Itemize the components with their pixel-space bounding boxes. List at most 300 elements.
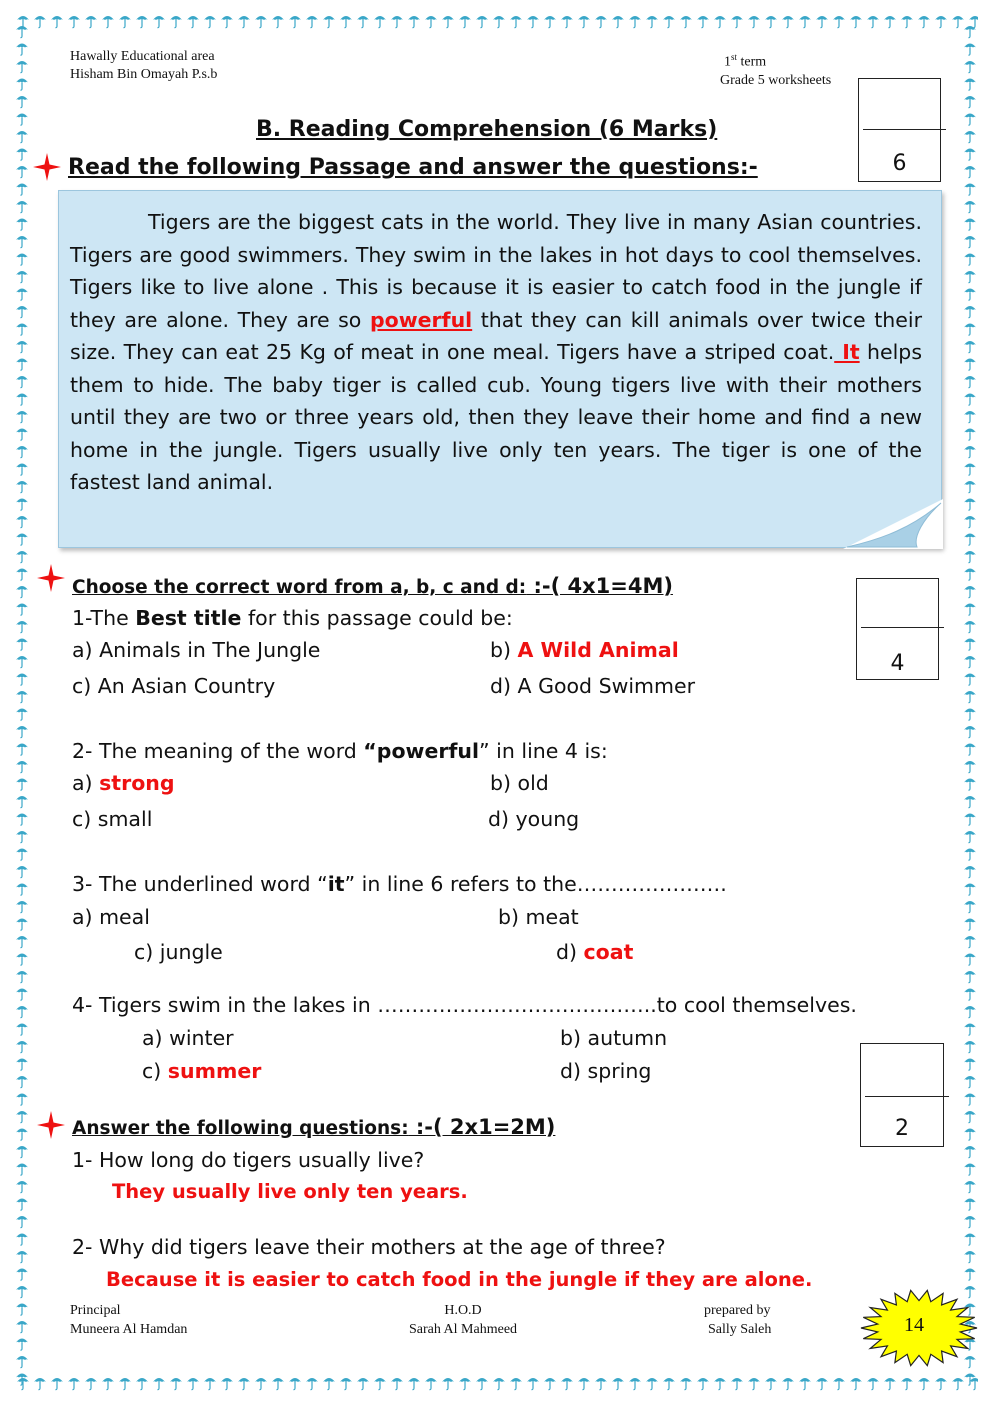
umbrella-icon [850,16,862,28]
umbrella-icon [102,1378,114,1390]
decorative-border-top [14,10,978,30]
umbrella-icon [16,446,28,458]
umbrella-icon [964,989,976,1001]
umbrella-icon [964,219,976,231]
umbrella-icon [646,16,658,28]
umbrella-icon [459,16,471,28]
instruction-heading: Read the following Passage and answer the questions:- [68,155,758,180]
umbrella-icon [85,1378,97,1390]
umbrella-icon [16,516,28,528]
open-answer-2: Because it is easier to catch food in the jungle if they are alone. [106,1268,813,1291]
umbrella-icon [16,1374,28,1386]
umbrella-icon [964,289,976,301]
principal-title: Principal [70,1303,121,1318]
mark-box-total-value: 6 [892,151,907,176]
umbrella-icon [731,16,743,28]
umbrella-icon [964,184,976,196]
umbrella-icon [964,1076,976,1088]
umbrella-icon [16,411,28,423]
umbrella-icon [595,16,607,28]
word-it: It [834,340,860,364]
principal-name: Muneera Al Hamdan [70,1322,188,1337]
umbrella-icon [16,709,28,721]
umbrella-icon [16,96,28,108]
umbrella-icon [16,936,28,948]
umbrella-icon [680,16,692,28]
umbrella-icon [221,1378,233,1390]
umbrella-icon [16,586,28,598]
umbrella-icon [391,16,403,28]
page-number: 14 [904,1314,924,1336]
prepared-by-title: prepared by [704,1303,771,1318]
umbrella-icon [306,16,318,28]
umbrella-icon [16,149,28,161]
umbrella-icon [16,761,28,773]
umbrella-icon [964,376,976,388]
q4-option-c: c) summer [142,1059,262,1083]
umbrella-icon [527,16,539,28]
umbrella-icon [964,481,976,493]
umbrella-icon [964,359,976,371]
umbrella-icon [964,61,976,73]
umbrella-icon [16,814,28,826]
umbrella-icon [408,1378,420,1390]
umbrella-icon [238,16,250,28]
q4-option-d: d) spring [560,1059,652,1083]
umbrella-icon [748,16,760,28]
umbrella-icon [964,1181,976,1193]
umbrella-icon [153,16,165,28]
umbrella-icon [782,1378,794,1390]
umbrella-icon [306,1378,318,1390]
umbrella-icon [714,1378,726,1390]
umbrella-icon [964,1129,976,1141]
umbrella-icon [964,1234,976,1246]
umbrella-icon [16,1339,28,1351]
umbrella-icon [964,604,976,616]
umbrella-icon [964,1251,976,1263]
umbrella-icon [964,411,976,423]
umbrella-icon [170,1378,182,1390]
umbrella-icon [16,796,28,808]
umbrella-icon [16,604,28,616]
q1-option-b: b) A Wild Animal [490,638,679,662]
umbrella-icon [238,1378,250,1390]
star-bullet-icon [36,563,66,593]
umbrella-icon [884,16,896,28]
umbrella-icon [964,814,976,826]
umbrella-icon [170,16,182,28]
umbrella-icon [697,1378,709,1390]
umbrella-icon [204,1378,216,1390]
umbrella-icon [34,1378,46,1390]
umbrella-icon [16,184,28,196]
umbrella-icon [964,954,976,966]
umbrella-icon [16,481,28,493]
umbrella-icon [964,796,976,808]
umbrella-icon [289,16,301,28]
mark-box-answer [860,1043,944,1147]
umbrella-icon [964,779,976,791]
umbrella-icon [16,166,28,178]
open-question-1: 1- How long do tigers usually live? [72,1148,425,1172]
umbrella-icon [884,1378,896,1390]
umbrella-icon [782,16,794,28]
umbrella-icon [16,1356,28,1368]
umbrella-icon [629,16,641,28]
umbrella-icon [544,1378,556,1390]
umbrella-icon [964,726,976,738]
umbrella-icon [51,1378,63,1390]
mark-box-total [858,78,941,182]
umbrella-icon [964,586,976,598]
umbrella-icon [16,569,28,581]
umbrella-icon [16,691,28,703]
umbrella-icon [612,16,624,28]
umbrella-icon [16,884,28,896]
umbrella-icon [964,1094,976,1106]
umbrella-icon [16,989,28,1001]
umbrella-icon [493,16,505,28]
umbrella-icon [964,114,976,126]
umbrella-icon [16,639,28,651]
decorative-border-right [960,14,980,1389]
umbrella-icon [964,1164,976,1176]
umbrella-icon [964,971,976,983]
umbrella-icon [425,1378,437,1390]
umbrella-icon [16,1234,28,1246]
word-powerful: powerful [369,307,473,332]
umbrella-icon [964,849,976,861]
umbrella-icon [16,674,28,686]
umbrella-icon [964,709,976,721]
umbrella-icon [102,16,114,28]
umbrella-icon [16,726,28,738]
umbrella-icon [357,1378,369,1390]
umbrella-icon [964,306,976,318]
choose-heading: Choose the correct word from a, b, c and d: :-( 4x1=4M) [72,574,673,598]
question-2: 2- The meaning of the word “powerful” in line 4 is: [72,739,608,763]
q2-option-d: d) young [488,807,580,831]
umbrella-icon [799,1378,811,1390]
q4-option-a: a) winter [142,1026,234,1050]
question-4: 4- Tigers swim in the lakes in …………………………………..to cool themselves. [72,993,857,1017]
open-answer-1: They usually live only ten years. [112,1180,468,1203]
umbrella-icon [442,1378,454,1390]
umbrella-icon [16,779,28,791]
umbrella-icon [964,866,976,878]
q1-option-d: d) A Good Swimmer [490,674,696,698]
q3-option-b: b) meat [498,905,579,929]
q4-option-b: b) autumn [560,1026,668,1050]
school-header [70,48,217,84]
umbrella-icon [850,1378,862,1390]
school-name: Hisham Bin Omayah P.s.b [70,67,218,82]
umbrella-icon [16,359,28,371]
question-3: 3- The underlined word “it” in line 6 refers to the…………………. [72,872,727,896]
decorative-border-left [12,14,32,1389]
umbrella-icon [544,16,556,28]
umbrella-icon [340,1378,352,1390]
umbrella-icon [964,429,976,441]
umbrella-icon [16,324,28,336]
umbrella-icon [119,1378,131,1390]
umbrella-icon [153,1378,165,1390]
umbrella-icon [136,1378,148,1390]
open-question-2: 2- Why did tigers leave their mothers at the age of three? [72,1235,666,1259]
star-bullet-icon [36,1110,66,1140]
umbrella-icon [964,919,976,931]
umbrella-icon [119,16,131,28]
umbrella-icon [867,16,879,28]
umbrella-icon [374,1378,386,1390]
umbrella-icon [16,1286,28,1298]
page-curl-icon [843,499,943,549]
umbrella-icon [964,149,976,161]
umbrella-icon [16,79,28,91]
q2-option-c: c) small [72,807,153,831]
umbrella-icon [964,621,976,633]
umbrella-icon [272,1378,284,1390]
umbrella-icon [964,499,976,511]
mark-box-choose [856,578,939,680]
umbrella-icon [16,1181,28,1193]
umbrella-icon [68,16,80,28]
umbrella-icon [964,1059,976,1071]
grade-label: Grade 5 worksheets [720,72,832,88]
q1-option-a: a) Animals in The Jungle [72,638,321,662]
umbrella-icon [964,44,976,56]
umbrella-icon [16,254,28,266]
prepared-by [704,1301,771,1339]
umbrella-icon [964,1374,976,1386]
umbrella-icon [816,16,828,28]
umbrella-icon [964,1269,976,1281]
umbrella-icon [255,1378,267,1390]
star-bullet-icon [32,152,62,182]
umbrella-icon [964,551,976,563]
umbrella-icon [425,16,437,28]
umbrella-icon [918,16,930,28]
umbrella-icon [442,16,454,28]
umbrella-icon [221,16,233,28]
umbrella-icon [391,1378,403,1390]
umbrella-icon [964,656,976,668]
umbrella-icon [16,341,28,353]
umbrella-icon [964,96,976,108]
umbrella-icon [629,1378,641,1390]
umbrella-icon [697,16,709,28]
umbrella-icon [964,79,976,91]
umbrella-icon [187,16,199,28]
umbrella-icon [16,44,28,56]
umbrella-icon [731,1378,743,1390]
umbrella-icon [34,16,46,28]
umbrella-icon [833,16,845,28]
umbrella-icon [16,901,28,913]
umbrella-icon [595,1378,607,1390]
umbrella-icon [136,16,148,28]
umbrella-icon [964,254,976,266]
umbrella-icon [16,744,28,756]
umbrella-icon [964,1111,976,1123]
umbrella-icon [964,744,976,756]
umbrella-icon [964,901,976,913]
umbrella-icon [357,16,369,28]
prepared-by-name: Sally Saleh [708,1322,772,1337]
question-1: 1-The Best title for this passage could be: [72,606,513,630]
umbrella-icon [527,1378,539,1390]
passage-text: Tigers are the biggest cats in the world. They live in many Asian countries. Tigers are good swimmers. They swim in the lakes in hot days to cool themselves. Tigers like to live alone . This is because it is easier to catch food in the jungle if they are alone. They are so powerful that they can kill animals over twice their size. They can eat 25 Kg of meat in one meal. Tigers have a striped coat. It helps them to hide. The baby tiger is called cub. Young tigers live with their mothers until they are two or three years old, then they leave their home and find a new home in the jungle. Tigers usually live only ten years. The tiger is one of the fastest land animal. [70,210,922,494]
principal-signature [70,1301,187,1339]
umbrella-icon [16,656,28,668]
umbrella-icon [799,16,811,28]
umbrella-icon [16,866,28,878]
umbrella-icon [964,1024,976,1036]
umbrella-icon [561,1378,573,1390]
umbrella-icon [16,1094,28,1106]
umbrella-icon [16,1111,28,1123]
mark-box-choose-value: 4 [890,651,905,676]
umbrella-icon [16,1024,28,1036]
umbrella-icon [16,429,28,441]
term-header [720,48,831,90]
umbrella-icon [16,61,28,73]
q3-option-a: a) meal [72,905,150,929]
umbrella-icon [561,16,573,28]
umbrella-icon [16,551,28,563]
umbrella-icon [16,394,28,406]
umbrella-icon [16,1059,28,1071]
umbrella-icon [765,1378,777,1390]
umbrella-icon [901,1378,913,1390]
umbrella-icon [765,16,777,28]
umbrella-icon [964,569,976,581]
umbrella-icon [748,1378,760,1390]
umbrella-icon [459,1378,471,1390]
umbrella-icon [680,1378,692,1390]
umbrella-icon [964,1146,976,1158]
umbrella-icon [612,1378,624,1390]
umbrella-icon [187,1378,199,1390]
umbrella-icon [646,1378,658,1390]
umbrella-icon [964,166,976,178]
hod-signature [398,1301,528,1339]
umbrella-icon [578,16,590,28]
umbrella-icon [935,16,947,28]
umbrella-icon [918,1378,930,1390]
q2-option-b: b) old [490,771,549,795]
umbrella-icon [16,1269,28,1281]
umbrella-icon [16,219,28,231]
section-title: B. Reading Comprehension (6 Marks) [256,117,718,142]
umbrella-icon [16,201,28,213]
umbrella-icon [964,674,976,686]
hod-title: H.O.D [444,1303,482,1318]
umbrella-icon [16,289,28,301]
umbrella-icon [493,1378,505,1390]
umbrella-icon [964,341,976,353]
umbrella-icon [16,534,28,546]
umbrella-icon [964,831,976,843]
umbrella-icon [340,16,352,28]
umbrella-icon [408,16,420,28]
umbrella-icon [16,1129,28,1141]
answer-heading: Answer the following questions: :-( 2x1=2M) [72,1115,556,1139]
umbrella-icon [901,16,913,28]
umbrella-icon [964,936,976,948]
umbrella-icon [964,464,976,476]
umbrella-icon [964,394,976,406]
umbrella-icon [964,236,976,248]
umbrella-icon [964,884,976,896]
umbrella-icon [867,1378,879,1390]
umbrella-icon [16,919,28,931]
hod-name: Sarah Al Mahmeed [408,1322,518,1337]
umbrella-icon [16,1251,28,1263]
umbrella-icon [85,16,97,28]
umbrella-icon [16,831,28,843]
umbrella-icon [374,16,386,28]
umbrella-icon [272,16,284,28]
umbrella-icon [16,1146,28,1158]
umbrella-icon [964,1216,976,1228]
umbrella-icon [51,16,63,28]
q1-option-c: c) An Asian Country [72,674,276,698]
umbrella-icon [16,26,28,38]
umbrella-icon [289,1378,301,1390]
umbrella-icon [964,271,976,283]
umbrella-icon [16,1304,28,1316]
umbrella-icon [16,1041,28,1053]
umbrella-icon [16,499,28,511]
umbrella-icon [964,1199,976,1211]
umbrella-icon [833,1378,845,1390]
term-label: 1st term [724,52,767,70]
educational-area: Hawally Educational area [70,49,215,64]
umbrella-icon [964,516,976,528]
mark-box-answer-value: 2 [895,1116,909,1141]
umbrella-icon [16,1321,28,1333]
umbrella-icon [964,324,976,336]
umbrella-icon [16,1199,28,1211]
umbrella-icon [255,16,267,28]
umbrella-icon [935,1378,947,1390]
umbrella-icon [964,26,976,38]
q2-option-a: a) strong [72,771,175,795]
umbrella-icon [16,971,28,983]
umbrella-icon [578,1378,590,1390]
umbrella-icon [16,131,28,143]
umbrella-icon [714,16,726,28]
umbrella-icon [964,1041,976,1053]
umbrella-icon [16,621,28,633]
umbrella-icon [964,131,976,143]
umbrella-icon [510,1378,522,1390]
decorative-border-bottom [14,1372,978,1392]
umbrella-icon [964,1006,976,1018]
umbrella-icon [964,201,976,213]
umbrella-icon [663,1378,675,1390]
umbrella-icon [323,16,335,28]
q3-option-d: d) coat [556,940,634,964]
umbrella-icon [68,1378,80,1390]
umbrella-icon [204,16,216,28]
umbrella-icon [16,1216,28,1228]
umbrella-icon [16,954,28,966]
umbrella-icon [16,1006,28,1018]
umbrella-icon [663,16,675,28]
